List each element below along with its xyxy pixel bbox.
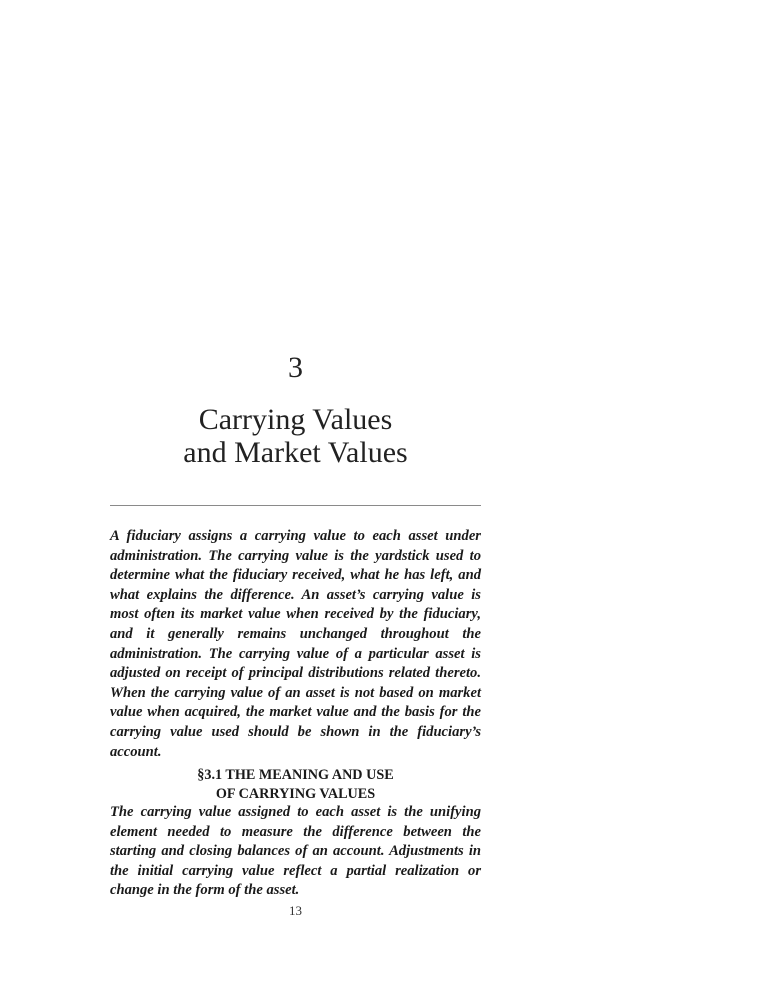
section-heading [110, 766, 481, 803]
horizontal-divider [110, 505, 481, 506]
section-heading-line-2: OF CARRYING VALUES [215, 785, 376, 802]
chapter-title-line-2: and Market Values [183, 436, 408, 469]
chapter-number: 3 [288, 351, 303, 384]
chapter-abstract: A fiduciary assigns a carrying value to each asset under administration. The carrying value is the yardstick used to determine what the fiduciary received, what he has left, and what explains the difference. An asset’s carrying value is most often its market value when received by the fiduciary, and it generally remains unchanged throughout the administration. The carrying value of a particular asset is adjusted on receipt of principal distributions related thereto. When the carrying value of an asset is not based on market value when acquired, the market value and the basis for the carrying value used should be shown in the fiduciary’s account. [110, 528, 481, 760]
page-number: 13 [289, 903, 302, 918]
section-summary: The carrying value assigned to each asset is the unifying element needed to measure the difference between the starting and closing balances of an account. Adjustments in the initial carrying value reflect a partial realization or change in the form of the asset. [110, 804, 481, 899]
chapter-title [110, 403, 481, 469]
section-heading-line-1: §3.1 THE MEANING AND USE [197, 767, 394, 783]
book-page [110, 0, 481, 994]
chapter-title-line-1: Carrying Values [198, 403, 393, 436]
